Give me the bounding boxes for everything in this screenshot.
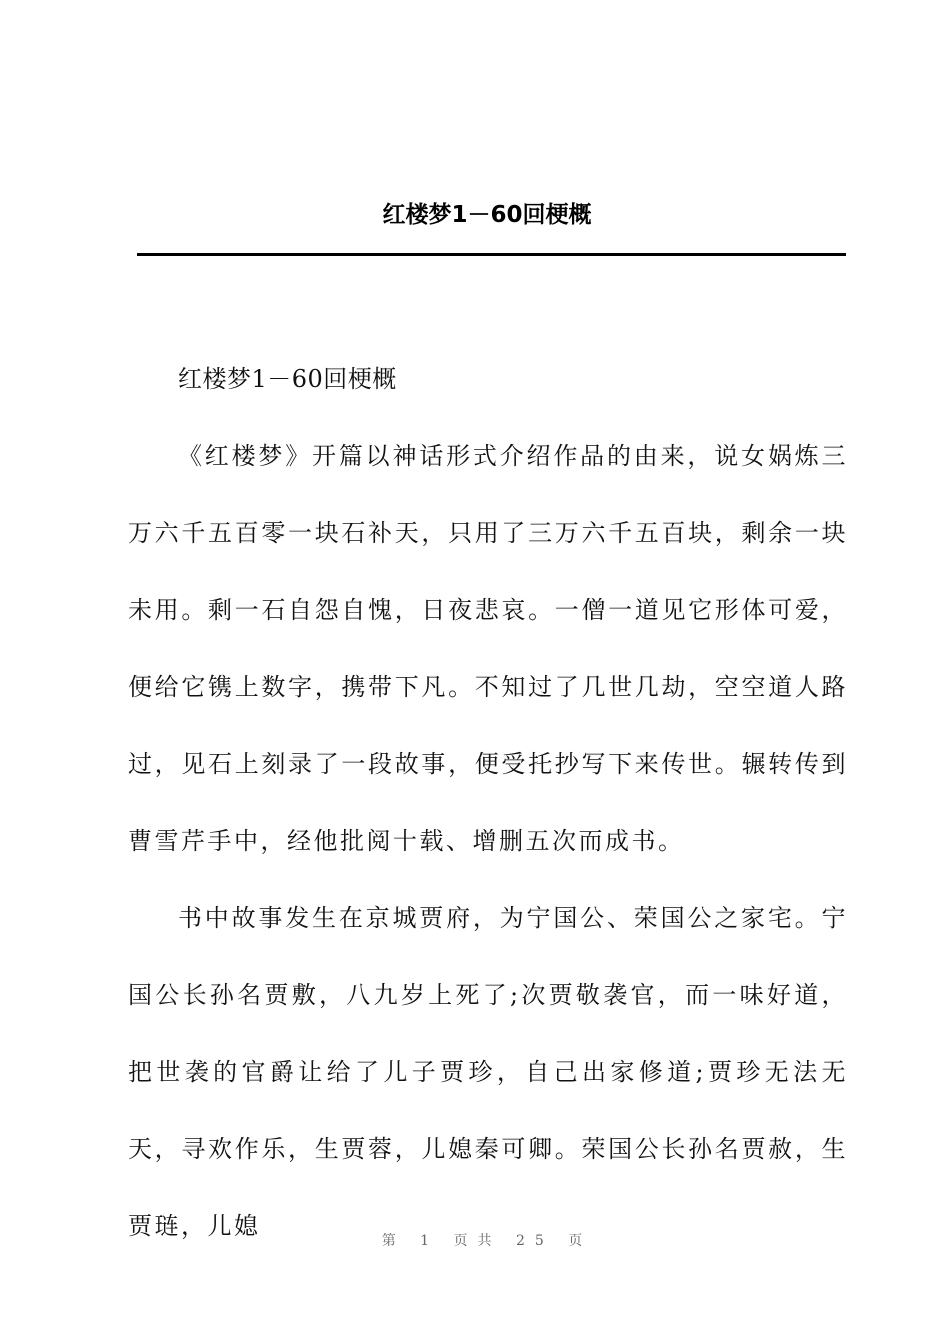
page-number-footer: 第 1 页共 25 页	[381, 1233, 593, 1249]
intro-paragraph: 红楼梦1－60回梗概	[178, 365, 397, 393]
title-underline-rule	[137, 253, 846, 256]
document-title: 红楼梦1－60回梗概	[382, 202, 592, 228]
paragraph-jia-family: 书中故事发生在京城贾府，为宁国公、荣国公之家宅。宁国公长孙名贾敷，八九岁上死了;次贾敬袭官，而一味好道，把世袭的官爵让给了儿子贾珍，自己出家修道;贾珍无法无天，寻欢作乐，生贾蓉，儿媳秦可卿。荣国公长孙名贾赦，生贾琏，儿媳	[128, 904, 848, 1240]
paragraph-origin-story: 《红楼梦》开篇以神话形式介绍作品的由来，说女娲炼三万六千五百零一块石补天，只用了三万六千五百块，剩余一块未用。剩一石自怨自愧，日夜悲哀。一僧一道见它形体可爱，便给它镌上数字，携带下凡。不知过了几世几劫，空空道人路过，见石上刻录了一段故事，便受托抄写下来传世。辗转传到曹雪芹手中，经他批阅十载、增删五次而成书。	[128, 442, 848, 855]
document-body	[128, 341, 848, 1265]
